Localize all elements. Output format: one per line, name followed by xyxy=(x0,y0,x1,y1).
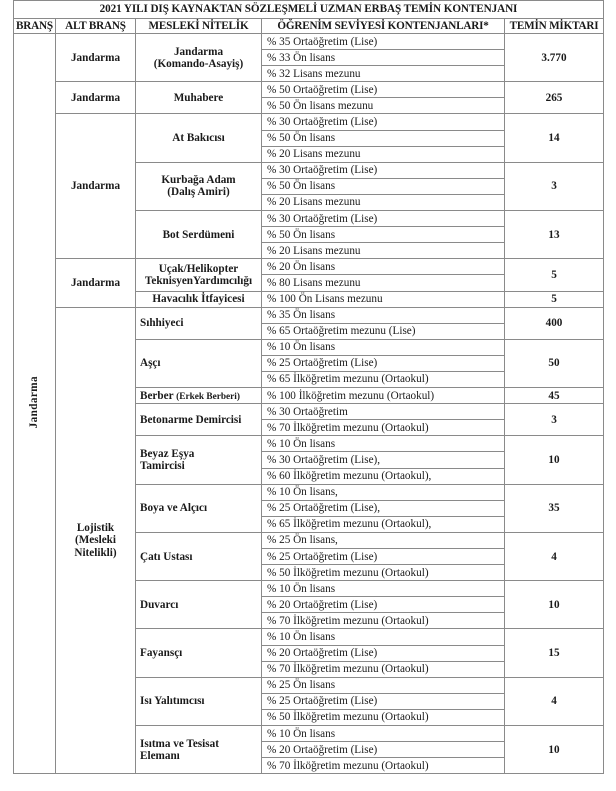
temin-miktari-cell: 50 xyxy=(505,339,604,387)
document-title: 2021 YILI DIŞ KAYNAKTAN SÖZLEŞMELİ UZMAN ERBAŞ TEMİN KONTENJANI xyxy=(14,1,604,19)
ogrenim-level: % 70 İlköğretim mezunu (Ortaokul) xyxy=(262,420,505,436)
table-row xyxy=(14,34,604,50)
ogrenim-level: % 60 İlköğretim mezunu (Ortaokul), xyxy=(262,468,505,484)
temin-miktari-cell: 3.770 xyxy=(505,34,604,82)
temin-miktari-cell: 400 xyxy=(505,307,604,339)
column-header-brans: BRANŞ xyxy=(14,19,56,34)
ogrenim-level: % 10 Ön lisans xyxy=(262,726,505,742)
ogrenim-level: % 25 Ortaöğretim (Lise) xyxy=(262,693,505,709)
ogrenim-level: % 10 Ön lisans xyxy=(262,436,505,452)
mesleki-nitelik-cell: Boya ve Alçıcı xyxy=(136,484,262,532)
column-header-temin-miktari: TEMİN MİKTARI xyxy=(505,19,604,34)
nitelik-line-2: TeknisyenYardımcılığı xyxy=(144,274,253,287)
ogrenim-level: % 70 İlköğretim mezunu (Ortaokul) xyxy=(262,758,505,774)
ogrenim-level: % 33 Ön lisans xyxy=(262,50,505,66)
ogrenim-level: % 50 İlköğretim mezunu (Ortaokul) xyxy=(262,565,505,581)
ogrenim-level: % 20 Lisans mezunu xyxy=(262,194,505,210)
temin-miktari-cell: 15 xyxy=(505,629,604,677)
alt-brans-cell: Jandarma xyxy=(56,114,136,259)
ogrenim-level: % 50 İlköğretim mezunu (Ortaokul) xyxy=(262,709,505,725)
ogrenim-level: % 50 Ön lisans xyxy=(262,178,505,194)
table-title-row xyxy=(14,1,604,19)
ogrenim-level: % 35 Ortaöğretim (Lise) xyxy=(262,34,505,50)
mesleki-nitelik-cell xyxy=(136,726,262,774)
temin-miktari-cell: 5 xyxy=(505,259,604,291)
ogrenim-level: % 70 İlköğretim mezunu (Ortaokul) xyxy=(262,613,505,629)
ogrenim-level: % 20 Ortaöğretim (Lise) xyxy=(262,742,505,758)
ogrenim-level: % 25 Ön lisans xyxy=(262,677,505,693)
ogrenim-level: % 50 Ön lisans mezunu xyxy=(262,98,505,114)
lojistik-line-1: Lojistik xyxy=(76,522,115,535)
brans-cell-jandarma xyxy=(14,34,56,774)
temin-miktari-cell: 14 xyxy=(505,114,604,162)
column-header-ogrenim-seviyesi: ÖĞRENİM SEVİYESİ KONTENJANLARI* xyxy=(262,19,505,34)
ogrenim-level: % 65 Ortaöğretim mezunu (Lise) xyxy=(262,323,505,339)
ogrenim-level: % 65 İlköğretim mezunu (Ortaokul), xyxy=(262,516,505,532)
temin-miktari-cell: 10 xyxy=(505,436,604,484)
table-row xyxy=(14,114,604,130)
brans-label: Jandarma xyxy=(28,375,41,429)
ogrenim-level: % 32 Lisans mezunu xyxy=(262,66,505,82)
mesleki-nitelik-cell: Sıhhiyeci xyxy=(136,307,262,339)
mesleki-nitelik-cell xyxy=(136,34,262,82)
ogrenim-level: % 10 Ön lisans xyxy=(262,629,505,645)
temin-miktari-cell: 35 xyxy=(505,484,604,532)
temin-miktari-cell: 13 xyxy=(505,211,604,259)
temin-miktari-cell: 45 xyxy=(505,388,604,404)
ogrenim-level: % 50 Ortaöğretim (Lise) xyxy=(262,82,505,98)
nitelik-line-1: Berber xyxy=(140,389,174,402)
temin-miktari-cell: 10 xyxy=(505,581,604,629)
ogrenim-level: % 30 Ortaöğretim (Lise), xyxy=(262,452,505,468)
mesleki-nitelik-cell xyxy=(136,259,262,291)
alt-brans-cell-lojistik xyxy=(56,307,136,774)
nitelik-line-2: (Komando-Asayiş) xyxy=(153,57,244,70)
ogrenim-level: % 25 Ön lisans, xyxy=(262,532,505,548)
mesleki-nitelik-cell: Muhabere xyxy=(136,82,262,114)
nitelik-line-2: (Dalış Amiri) xyxy=(167,186,230,199)
ogrenim-level: % 70 İlköğretim mezunu (Ortaokul) xyxy=(262,661,505,677)
ogrenim-level: % 30 Ortaöğretim (Lise) xyxy=(262,211,505,227)
mesleki-nitelik-cell: At Bakıcısı xyxy=(136,114,262,162)
column-header-alt-brans: ALT BRANŞ xyxy=(56,19,136,34)
alt-brans-cell: Jandarma xyxy=(56,259,136,307)
mesleki-nitelik-cell xyxy=(136,162,262,210)
nitelik-sub-label: (Erkek Berberi) xyxy=(176,391,240,402)
ogrenim-level: % 30 Ortaöğretim xyxy=(262,404,505,420)
nitelik-line-2: Elemanı xyxy=(140,749,180,762)
temin-miktari-cell: 4 xyxy=(505,532,604,580)
nitelik-line-1: Beyaz Eşya xyxy=(140,447,195,460)
lojistik-line-2: (Mesleki xyxy=(74,534,116,547)
mesleki-nitelik-cell: Betonarme Demircisi xyxy=(136,404,262,436)
nitelik-line-1: Uçak/Helikopter xyxy=(158,262,239,275)
ogrenim-level: % 100 İlköğretim mezunu (Ortaokul) xyxy=(262,388,505,404)
ogrenim-level: % 20 Lisans mezunu xyxy=(262,243,505,259)
table-row xyxy=(14,82,604,98)
temin-miktari-cell: 10 xyxy=(505,726,604,774)
ogrenim-level: % 10 Ön lisans xyxy=(262,339,505,355)
nitelik-line-1: Kurbağa Adam xyxy=(161,174,236,187)
table-row xyxy=(14,307,604,323)
temin-miktari-cell: 3 xyxy=(505,404,604,436)
table-row xyxy=(14,259,604,275)
lojistik-line-3: Nitelikli) xyxy=(74,546,117,559)
ogrenim-level: % 80 Lisans mezunu xyxy=(262,275,505,291)
ogrenim-level: % 25 Ortaöğretim (Lise), xyxy=(262,500,505,516)
ogrenim-level: % 20 Ön lisans xyxy=(262,259,505,275)
mesleki-nitelik-cell: Çatı Ustası xyxy=(136,532,262,580)
alt-brans-cell: Jandarma xyxy=(56,82,136,114)
mesleki-nitelik-cell: Bot Serdümeni xyxy=(136,211,262,259)
mesleki-nitelik-cell xyxy=(136,436,262,484)
mesleki-nitelik-cell: Fayansçı xyxy=(136,629,262,677)
ogrenim-level: % 20 Ortaöğretim (Lise) xyxy=(262,645,505,661)
mesleki-nitelik-cell: Duvarcı xyxy=(136,581,262,629)
ogrenim-level: % 35 Ön lisans xyxy=(262,307,505,323)
mesleki-nitelik-cell: Aşçı xyxy=(136,339,262,387)
ogrenim-level: % 30 Ortaöğretim (Lise) xyxy=(262,162,505,178)
ogrenim-level: % 20 Lisans mezunu xyxy=(262,146,505,162)
nitelik-line-2: Tamircisi xyxy=(140,459,185,472)
temin-miktari-cell: 4 xyxy=(505,677,604,725)
table-header-row xyxy=(14,19,604,34)
alt-brans-cell: Jandarma xyxy=(56,34,136,82)
mesleki-nitelik-cell: Havacılık İtfayicesi xyxy=(136,291,262,307)
ogrenim-level: % 50 Ön lisans xyxy=(262,130,505,146)
ogrenim-level: % 10 Ön lisans, xyxy=(262,484,505,500)
temin-miktari-cell: 3 xyxy=(505,162,604,210)
nitelik-line-1: Isıtma ve Tesisat xyxy=(140,737,219,750)
quota-table xyxy=(13,0,604,774)
ogrenim-level: % 25 Ortaöğretim (Lise) xyxy=(262,355,505,371)
column-header-mesleki-nitelik: MESLEKİ NİTELİK xyxy=(136,19,262,34)
ogrenim-level: % 50 Ön lisans xyxy=(262,227,505,243)
mesleki-nitelik-cell: Isı Yalıtımcısı xyxy=(136,677,262,725)
ogrenim-level: % 30 Ortaöğretim (Lise) xyxy=(262,114,505,130)
temin-miktari-cell: 265 xyxy=(505,82,604,114)
ogrenim-level: % 20 Ortaöğretim (Lise) xyxy=(262,597,505,613)
ogrenim-level: % 10 Ön lisans xyxy=(262,581,505,597)
mesleki-nitelik-cell xyxy=(136,388,262,404)
ogrenim-level: % 100 Ön Lisans mezunu xyxy=(262,291,505,307)
temin-miktari-cell: 5 xyxy=(505,291,604,307)
nitelik-line-1: Jandarma xyxy=(173,45,224,58)
ogrenim-level: % 65 İlköğretim mezunu (Ortaokul) xyxy=(262,371,505,387)
ogrenim-level: % 25 Ortaöğretim (Lise) xyxy=(262,549,505,565)
